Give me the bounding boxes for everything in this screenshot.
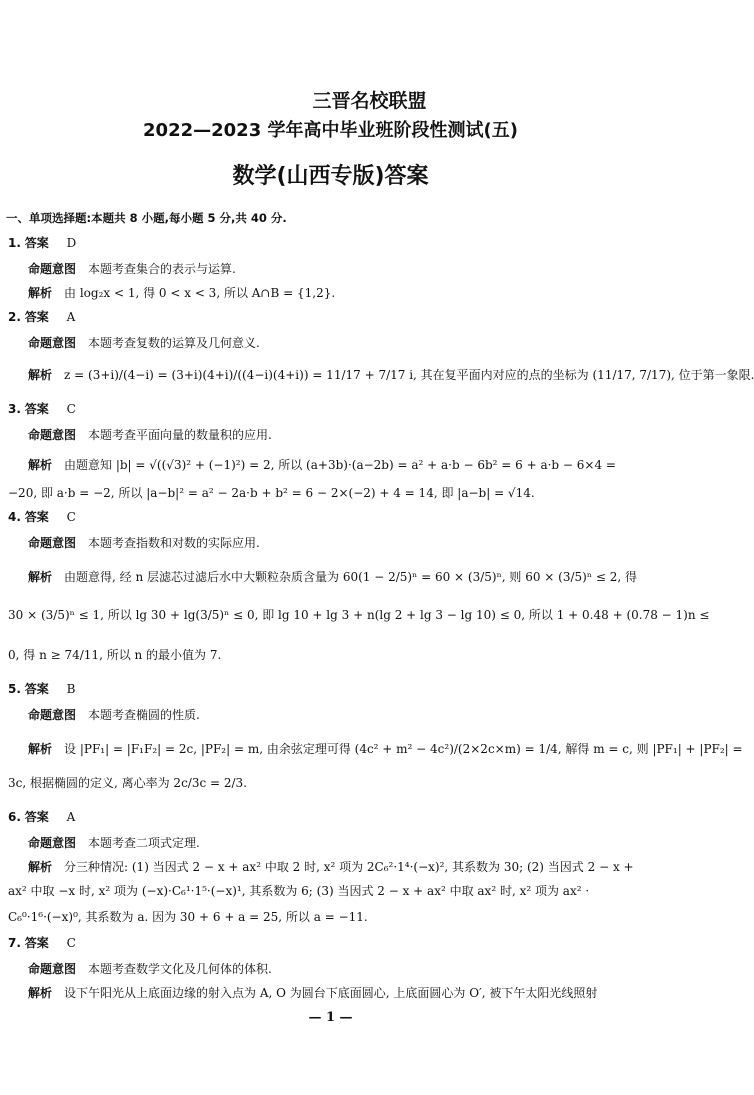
- answer-value: B: [66, 682, 76, 696]
- question-7-answer: 7. 答案 C: [8, 936, 76, 950]
- question-6-answer: 6. 答案 A: [8, 810, 76, 824]
- question-4-answer: 4. 答案 C: [8, 510, 76, 524]
- question-3-analysis: 解析 由题意知 |b| = √((√3)² + (−1)²) = 2, 所以 (a+3b)·(a−2b) = a² + a·b − 6b² = 6 + a·b − 6×4 =: [28, 458, 616, 472]
- question-7-intent: 命题意图 本题考查数学文化及几何体的体积.: [28, 962, 272, 976]
- question-5-analysis-cont: 3c, 根据椭圆的定义, 离心率为 2c/3c = 2/3.: [8, 776, 247, 790]
- question-1-intent: 命题意图 本题考查集合的表示与运算.: [28, 262, 236, 276]
- answer-value: C: [66, 936, 76, 950]
- answer-value: A: [66, 810, 76, 824]
- question-3-answer: 3. 答案 C: [8, 402, 76, 416]
- question-2-intent: 命题意图 本题考查复数的运算及几何意义.: [28, 336, 260, 350]
- answer-value: C: [66, 510, 76, 524]
- question-5-answer: 5. 答案 B: [8, 682, 76, 696]
- question-1-analysis: 解析 由 log₂x < 1, 得 0 < x < 3, 所以 A∩B = {1,2}.: [28, 286, 336, 300]
- answer-value: A: [66, 310, 76, 324]
- question-3-analysis-cont: −20, 即 a·b = −2, 所以 |a−b|² = a² − 2a·b + b² = 6 − 2×(−2) + 4 = 14, 即 |a−b| = √14.: [8, 486, 535, 500]
- question-4-intent: 命题意图 本题考查指数和对数的实际应用.: [28, 536, 260, 550]
- question-5-analysis: 解析 设 |PF₁| = |F₁F₂| = 2c, |PF₂| = m, 由余弦定理可得 (4c² + m² − 4c²)/(2×2c×m) = 1/4, 解得 m = c, 则 |PF₁| + |PF₂| =: [28, 742, 743, 756]
- page-number: — 1 —: [308, 1010, 353, 1025]
- question-7-analysis: 解析 设下午阳光从上底面边缘的射入点为 A, O 为圆台下底面圆心, 上底面圆心为 O′, 被下午太阳光线照射: [28, 986, 598, 1000]
- question-3-intent: 命题意图 本题考查平面向量的数量积的应用.: [28, 428, 272, 442]
- question-2-answer: 2. 答案 A: [8, 310, 76, 324]
- question-6-analysis: 解析 分三种情况: (1) 当因式 2 − x + ax² 中取 2 时, x² 项为 2C₆²·1⁴·(−x)², 其系数为 30; (2) 当因式 2 − x +: [28, 860, 634, 874]
- question-2-analysis: 解析 z = (3+i)/(4−i) = (3+i)(4+i)/((4−i)(4+i)) = 11/17 + 7/17 i, 其在复平面内对应的点的坐标为 (11/17, 7/17), 位于第一象限.: [28, 368, 754, 382]
- org-title: 三晋名校联盟: [312, 90, 427, 112]
- section-heading: 一、单项选择题:本题共 8 小题,每小题 5 分,共 40 分.: [6, 211, 287, 225]
- answer-value: C: [66, 402, 76, 416]
- question-6-analysis-cont-1: ax² 中取 −x 时, x² 项为 (−x)·C₆¹·1⁵·(−x)¹, 其系数为 6; (3) 当因式 2 − x + ax² 中取 ax² 时, x² 项为 ax² ·: [8, 884, 590, 898]
- question-4-analysis-cont-1: 30 × (3/5)ⁿ ≤ 1, 所以 lg 30 + lg(3/5)ⁿ ≤ 0, 即 lg 10 + lg 3 + n(lg 2 + lg 3 − lg 10) ≤ 0, 所以 1 + 0.48 + (0.78 − 1)n ≤: [8, 608, 710, 622]
- exam-title: 2022—2023 学年高中毕业班阶段性测试(五): [143, 120, 518, 141]
- question-4-analysis-cont-2: 0, 得 n ≥ 74/11, 所以 n 的最小值为 7.: [8, 648, 222, 662]
- answer-value: D: [66, 236, 77, 250]
- question-6-analysis-cont-2: C₆⁰·1⁶·(−x)⁰, 其系数为 a. 因为 30 + 6 + a = 25, 所以 a = −11.: [8, 910, 368, 924]
- question-6-intent: 命题意图 本题考查二项式定理.: [28, 836, 200, 850]
- subject-title: 数学(山西专版)答案: [232, 164, 429, 189]
- question-4-analysis: 解析 由题意得, 经 n 层滤芯过滤后水中大颗粒杂质含量为 60(1 − 2/5)ⁿ = 60 × (3/5)ⁿ, 则 60 × (3/5)ⁿ ≤ 2, 得: [28, 570, 637, 584]
- question-1-answer: 1. 答案 D: [8, 236, 77, 250]
- question-5-intent: 命题意图 本题考查椭圆的性质.: [28, 708, 200, 722]
